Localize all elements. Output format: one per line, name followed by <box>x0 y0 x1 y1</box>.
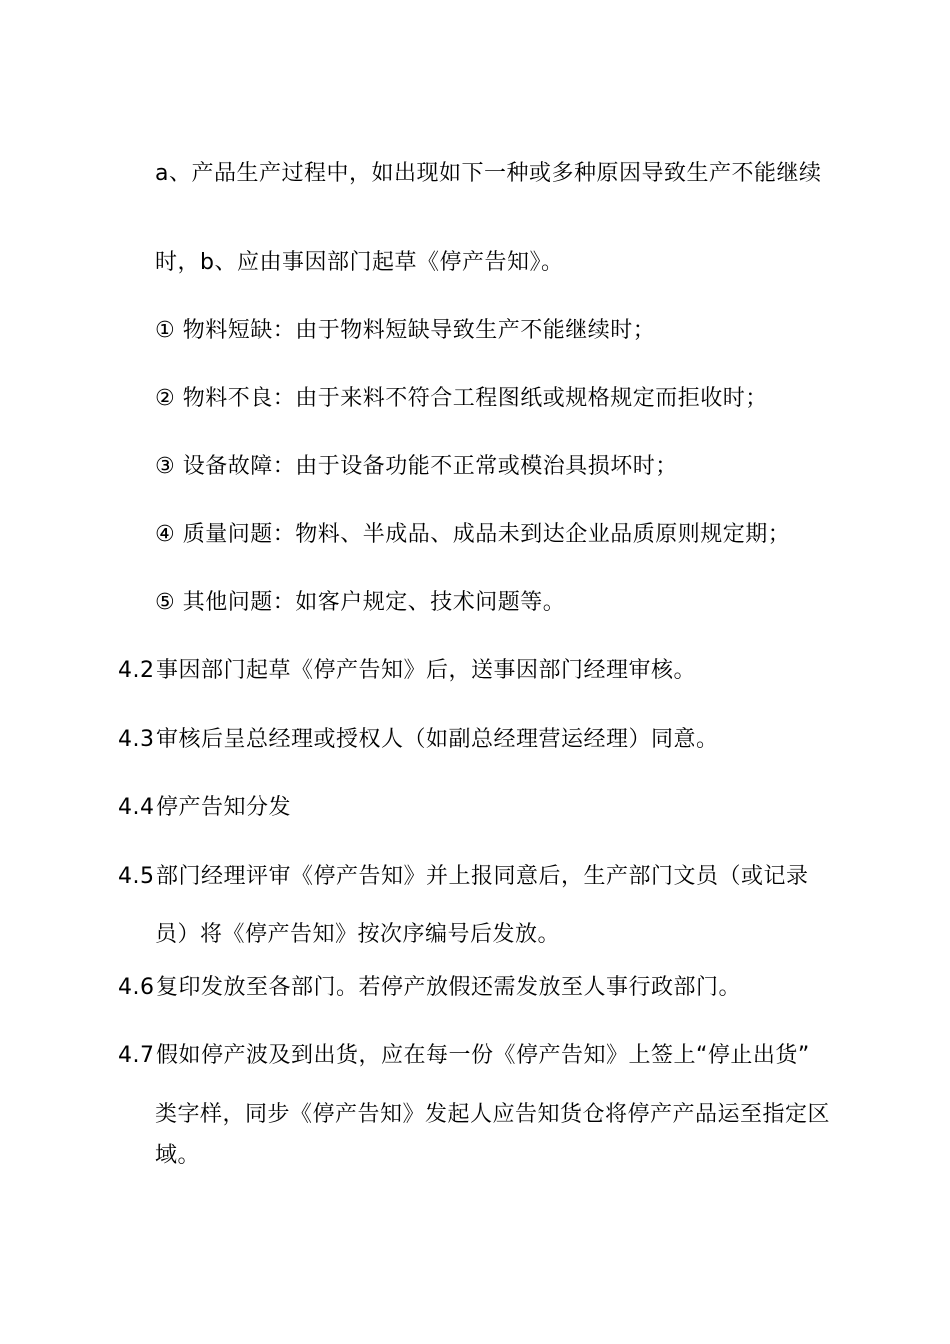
paragraph-a-line-1: a、产品生产过程中，如出现如下一种或多种原因导致生产不能继续 <box>155 161 822 186</box>
reason-item-5: ⑤ 其他问题：如客户规定、技术问题等。 <box>155 590 566 615</box>
section-text: 审核后呈总经理或授权人（如副总经理营运经理）同意。 <box>156 727 719 752</box>
section-4-7-continuation-2: 域。 <box>155 1143 201 1168</box>
section-number: 4.4 <box>118 795 155 820</box>
section-4-7-continuation: 类字样，同步《停产告知》发起人应告知货仓将停产产品运至指定区 <box>155 1102 831 1127</box>
section-number: 4.7 <box>118 1043 155 1068</box>
section-number: 4.3 <box>118 727 155 752</box>
reason-item-3: ③ 设备故障：由于设备功能不正常或模治具损坏时； <box>155 454 678 479</box>
section-4-5 <box>118 862 809 892</box>
section-4-3 <box>118 725 719 755</box>
section-4-2 <box>118 656 696 686</box>
section-number: 4.2 <box>118 658 155 683</box>
section-text: 复印发放至各部门。若停产放假还需发放至人事行政部门。 <box>156 975 742 1000</box>
section-4-6 <box>118 973 741 1003</box>
reason-item-1: ① 物料短缺：由于物料短缺导致生产不能继续时； <box>155 318 656 343</box>
section-4-7 <box>118 1041 810 1071</box>
reason-item-2: ② 物料不良：由于来料不符合工程图纸或规格规定而拒收时； <box>155 386 768 411</box>
section-number: 4.6 <box>118 975 155 1000</box>
section-4-5-continuation: 员）将《停产告知》按次序编号后发放。 <box>155 922 561 947</box>
paragraph-a-line-2: 时，b、应由事因部门起草《停产告知》。 <box>155 250 564 275</box>
section-text: 事因部门起草《停产告知》后，送事因部门经理审核。 <box>156 658 697 683</box>
section-text: 部门经理评审《停产告知》并上报同意后，生产部门文员（或记录 <box>156 864 809 889</box>
section-number: 4.5 <box>118 864 155 889</box>
reason-item-4: ④ 质量问题：物料、半成品、成品未到达企业品质原则规定期； <box>155 522 791 547</box>
section-4-4 <box>118 793 291 823</box>
section-text: 停产告知分发 <box>156 795 292 820</box>
section-text: 假如停产波及到出货，应在每一份《停产告知》上签上“停止出货” <box>156 1043 810 1068</box>
